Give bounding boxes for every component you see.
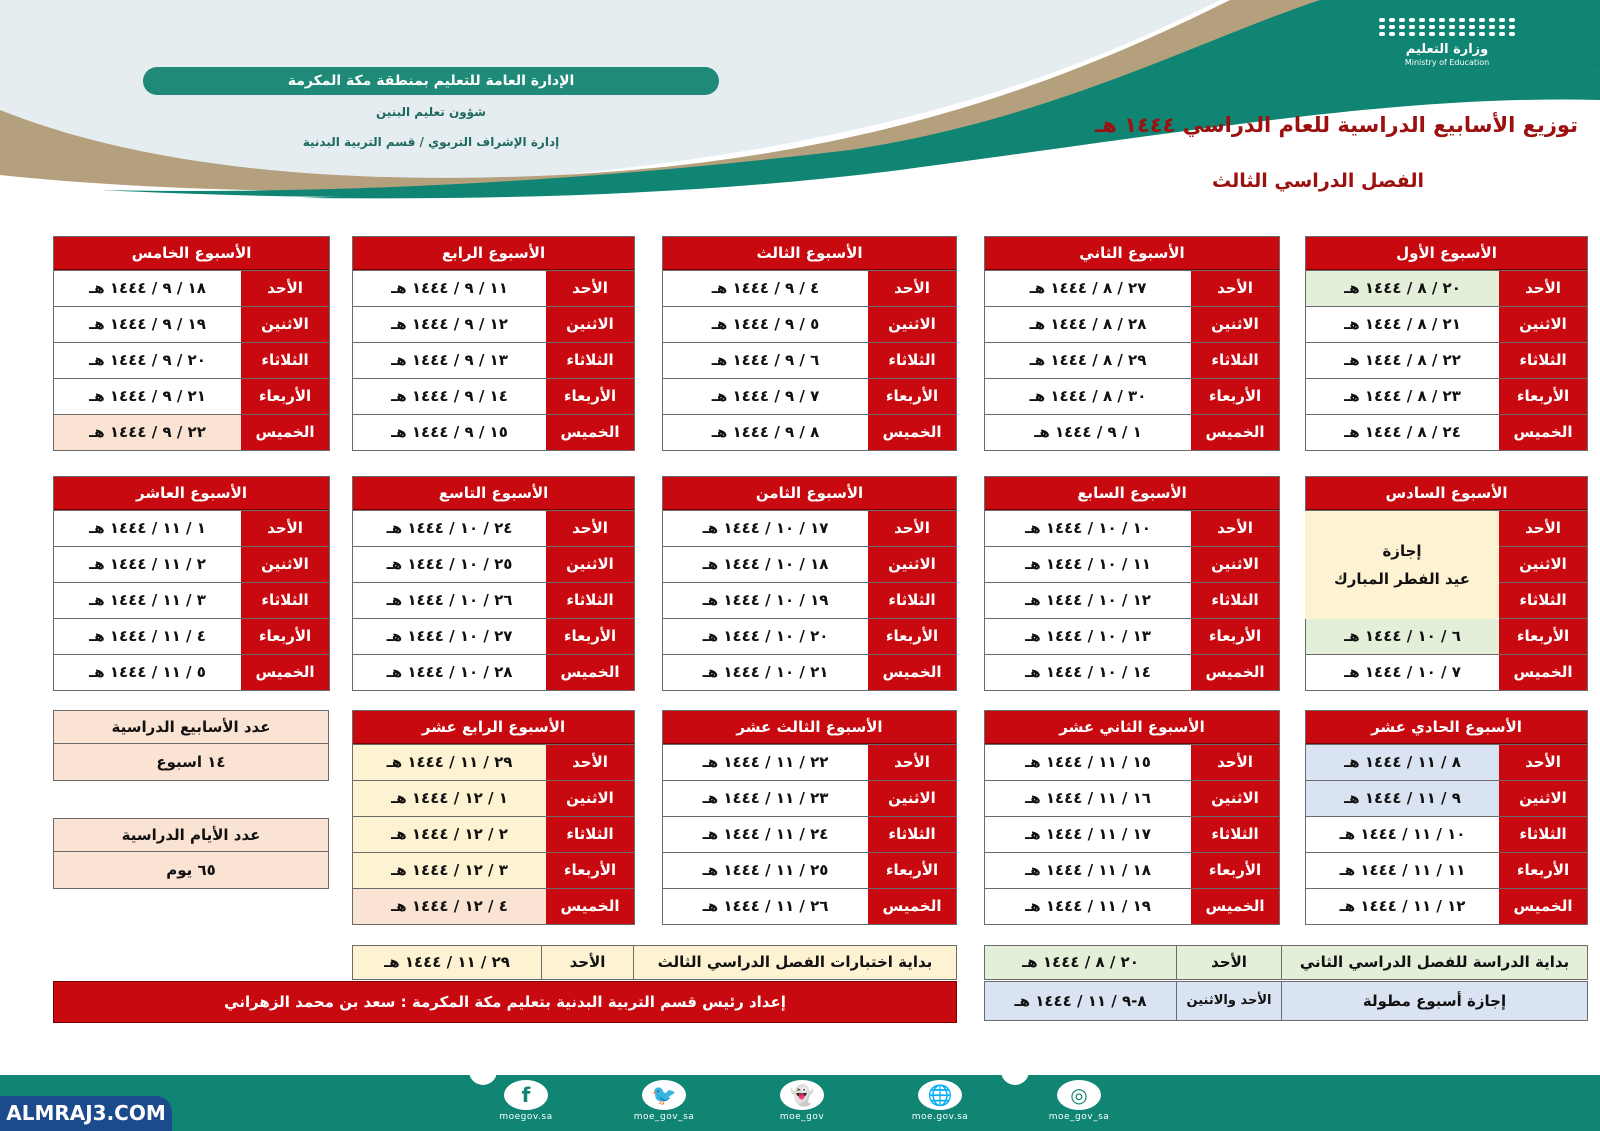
day-label: الخميس bbox=[868, 889, 956, 924]
day-label: الاثنين bbox=[1499, 781, 1587, 816]
date-cell: ١٣ / ١٠ / ١٤٤٤ هـ bbox=[1025, 627, 1151, 645]
week-title: الأسبوع الثاني عشر bbox=[985, 711, 1279, 744]
date-cell: ٧ / ١٠ / ١٤٤٤ هـ bbox=[1344, 663, 1461, 681]
date-cell: ٢٥ / ١٠ / ١٤٤٤ هـ bbox=[386, 555, 513, 573]
web-globe-icon: 🌐 bbox=[918, 1080, 962, 1110]
day-label: الاثنين bbox=[241, 547, 329, 582]
table-row bbox=[353, 306, 634, 342]
table-row bbox=[1306, 744, 1587, 780]
table-row bbox=[353, 414, 634, 450]
week-title: الأسبوع الثالث عشر bbox=[663, 711, 956, 744]
date-cell: ٩ / ١١ / ١٤٤٤ هـ bbox=[1306, 781, 1499, 816]
day-label: الأربعاء bbox=[868, 853, 956, 888]
date-cell: ٢٥ / ١١ / ١٤٤٤ هـ bbox=[702, 861, 829, 879]
day-label: الأربعاء bbox=[1499, 853, 1587, 888]
day-label: الثلاثاء bbox=[546, 817, 634, 852]
weeks-count-label: عدد الأسابيع الدراسية bbox=[54, 711, 328, 744]
date-cell: ١٧ / ١٠ / ١٤٤٤ هـ bbox=[702, 519, 829, 537]
day-label: الثلاثاء bbox=[1499, 343, 1587, 378]
date-cell: ٢٤ / ١٠ / ١٤٤٤ هـ bbox=[386, 519, 513, 537]
table-row bbox=[1306, 306, 1587, 342]
day-label: الثلاثاء bbox=[1191, 583, 1279, 618]
day-label: الأربعاء bbox=[1499, 379, 1587, 414]
week-title: الأسبوع الرابع bbox=[353, 237, 634, 270]
semester-start-day: الأحد bbox=[1177, 946, 1282, 979]
prepared-by-banner: إعداد رئيس قسم التربية البدنية بتعليم مكة المكرمة : سعد بن محمد الزهراني bbox=[53, 981, 957, 1023]
date-cell: ١٢ / ١٠ / ١٤٤٤ هـ bbox=[1025, 591, 1151, 609]
snapchat-icon: 👻 bbox=[780, 1080, 824, 1110]
date-cell: ٢٨ / ١٠ / ١٤٤٤ هـ bbox=[386, 663, 513, 681]
date-cell: ١٥ / ١١ / ١٤٤٤ هـ bbox=[1025, 753, 1151, 771]
week-table-9 bbox=[352, 476, 635, 691]
date-cell: ٢٩ / ٨ / ١٤٤٤ هـ bbox=[1029, 351, 1147, 369]
social-handle: moegov.sa bbox=[499, 1112, 553, 1122]
day-label: الأربعاء bbox=[546, 853, 634, 888]
week-title: الأسبوع الأول bbox=[1306, 237, 1587, 270]
table-row bbox=[353, 378, 634, 414]
days-count-box bbox=[53, 818, 329, 889]
day-label: الأحد bbox=[868, 271, 956, 306]
table-row bbox=[1306, 270, 1587, 306]
date-cell: ٣ / ١١ / ١٤٤٤ هـ bbox=[89, 591, 206, 609]
week-table-12 bbox=[984, 710, 1280, 925]
day-label: الثلاثاء bbox=[241, 343, 329, 378]
date-cell: ٢١ / ٩ / ١٤٤٤ هـ bbox=[89, 387, 206, 405]
date-cell: ٤ / ١١ / ١٤٤٤ هـ bbox=[89, 627, 206, 645]
table-row bbox=[1306, 888, 1587, 924]
social-instagram[interactable] bbox=[1034, 1080, 1124, 1122]
table-row bbox=[663, 816, 956, 852]
week-table-14 bbox=[352, 710, 635, 925]
week-table-10 bbox=[53, 476, 330, 691]
holiday-label: إجازة bbox=[1382, 542, 1422, 560]
week-title: الأسبوع الرابع عشر bbox=[353, 711, 634, 744]
eid-holiday-note bbox=[1305, 511, 1499, 619]
date-cell: ٢٧ / ١٠ / ١٤٤٤ هـ bbox=[386, 627, 513, 645]
table-row bbox=[985, 852, 1279, 888]
table-row bbox=[54, 582, 329, 618]
date-cell: ٢٧ / ٨ / ١٤٤٤ هـ bbox=[1029, 279, 1147, 297]
table-row bbox=[663, 888, 956, 924]
table-row bbox=[54, 654, 329, 690]
date-cell: ٢٤ / ١١ / ١٤٤٤ هـ bbox=[702, 825, 829, 843]
date-cell: ٢٢ / ٨ / ١٤٤٤ هـ bbox=[1344, 351, 1461, 369]
day-label: الاثنين bbox=[868, 781, 956, 816]
exams-start-date: ٢٩ / ١١ / ١٤٤٤ هـ bbox=[353, 946, 542, 979]
social-handle: moe_gov bbox=[779, 1112, 825, 1122]
social-handle: moe_gov_sa bbox=[1048, 1112, 1110, 1122]
logo-dots-icon bbox=[1372, 18, 1522, 36]
table-row bbox=[54, 270, 329, 306]
date-cell: ٢ / ١١ / ١٤٤٤ هـ bbox=[89, 555, 206, 573]
date-cell: ٢٤ / ٨ / ١٤٤٤ هـ bbox=[1344, 423, 1461, 441]
region-banner: الإدارة العامة للتعليم بمنطقة مكة المكرمة bbox=[143, 67, 719, 95]
date-cell: ١٦ / ١١ / ١٤٤٤ هـ bbox=[1025, 789, 1151, 807]
table-row bbox=[1306, 378, 1587, 414]
table-row bbox=[985, 342, 1279, 378]
date-cell: ٢١ / ٨ / ١٤٤٤ هـ bbox=[1344, 315, 1461, 333]
week-table-8 bbox=[662, 476, 957, 691]
days-count-label: عدد الأيام الدراسية bbox=[54, 819, 328, 852]
table-row bbox=[353, 342, 634, 378]
weeks-count-value: ١٤ اسبوع bbox=[156, 753, 226, 771]
day-label: الأربعاء bbox=[868, 619, 956, 654]
social-snapchat[interactable] bbox=[757, 1080, 847, 1122]
day-label: الثلاثاء bbox=[546, 583, 634, 618]
date-cell: ٣٠ / ٨ / ١٤٤٤ هـ bbox=[1029, 387, 1147, 405]
date-cell: ١٩ / ٩ / ١٤٤٤ هـ bbox=[89, 315, 206, 333]
affairs-subtitle: شؤون تعليم البنين bbox=[376, 105, 486, 119]
date-cell: ٢٢ / ١١ / ١٤٤٤ هـ bbox=[702, 753, 829, 771]
table-row bbox=[985, 618, 1279, 654]
date-cell: ٢٦ / ١٠ / ١٤٤٤ هـ bbox=[386, 591, 513, 609]
day-label: الأربعاء bbox=[1191, 379, 1279, 414]
table-row bbox=[54, 306, 329, 342]
table-row bbox=[1306, 342, 1587, 378]
day-label: الاثنين bbox=[1191, 307, 1279, 342]
days-count-value: ٦٥ يوم bbox=[166, 861, 216, 879]
table-row bbox=[353, 270, 634, 306]
exams-start-day: الأحد bbox=[542, 946, 634, 979]
date-cell: ٤ / ٩ / ١٤٤٤ هـ bbox=[711, 279, 820, 297]
table-row bbox=[985, 780, 1279, 816]
date-cell: ٢٩ / ١١ / ١٤٤٤ هـ bbox=[353, 745, 546, 780]
table-row bbox=[663, 342, 956, 378]
day-label: الأربعاء bbox=[241, 379, 329, 414]
social-website[interactable] bbox=[895, 1080, 985, 1122]
date-cell: ١٨ / ١١ / ١٤٤٤ هـ bbox=[1025, 861, 1151, 879]
date-cell: ٦ / ٩ / ١٤٤٤ هـ bbox=[711, 351, 820, 369]
day-label: الأحد bbox=[1191, 271, 1279, 306]
day-label: الأحد bbox=[1499, 745, 1587, 780]
day-label: الخميس bbox=[1191, 655, 1279, 690]
social-handle: moe_gov_sa bbox=[633, 1112, 695, 1122]
footer-notch-right bbox=[1001, 1065, 1029, 1085]
date-cell: ١ / ٩ / ١٤٤٤ هـ bbox=[1034, 423, 1142, 441]
table-row bbox=[985, 546, 1279, 582]
social-twitter[interactable] bbox=[619, 1080, 709, 1122]
table-row bbox=[985, 816, 1279, 852]
day-label: الأحد bbox=[868, 511, 956, 546]
week-title: الأسبوع الخامس bbox=[54, 237, 329, 270]
day-label: الثلاثاء bbox=[868, 817, 956, 852]
day-label: الأحد bbox=[1191, 745, 1279, 780]
day-label: الثلاثاء bbox=[546, 343, 634, 378]
week-title: الأسبوع الثالث bbox=[663, 237, 956, 270]
semester-start-date: ٢٠ / ٨ / ١٤٤٤ هـ bbox=[985, 946, 1177, 979]
social-handle: moe.gov.sa bbox=[911, 1112, 969, 1122]
date-cell: ٢١ / ١٠ / ١٤٤٤ هـ bbox=[702, 663, 829, 681]
table-row bbox=[663, 852, 956, 888]
day-label: الخميس bbox=[546, 655, 634, 690]
semester-start-label: بداية الدراسة للفصل الدراسي الثاني bbox=[1299, 953, 1570, 971]
date-cell: ٤ / ١٢ / ١٤٤٤ هـ bbox=[353, 889, 546, 924]
week-table-3 bbox=[662, 236, 957, 451]
ministry-logo bbox=[1372, 18, 1522, 68]
day-label: الاثنين bbox=[546, 547, 634, 582]
table-row bbox=[985, 582, 1279, 618]
day-label: الخميس bbox=[546, 889, 634, 924]
day-label: الاثنين bbox=[1499, 546, 1587, 582]
day-label: الاثنين bbox=[1191, 547, 1279, 582]
day-label: الأحد bbox=[868, 745, 956, 780]
table-row bbox=[985, 270, 1279, 306]
day-label: الثلاثاء bbox=[1499, 817, 1587, 852]
long-weekend-date: ٨-٩ / ١١ / ١٤٤٤ هـ bbox=[985, 982, 1177, 1020]
table-row bbox=[663, 414, 956, 450]
semester-title: الفصل الدراسي الثالث bbox=[1212, 170, 1424, 192]
day-label: الثلاثاء bbox=[1191, 343, 1279, 378]
long-weekend-label: إجازة أسبوع مطولة bbox=[1362, 992, 1507, 1010]
date-cell: ١٠ / ١٠ / ١٤٤٤ هـ bbox=[1025, 519, 1151, 537]
table-row bbox=[985, 414, 1279, 450]
day-label: الاثنين bbox=[241, 307, 329, 342]
day-label: الأحد bbox=[1499, 511, 1587, 546]
week-title: الأسبوع السابع bbox=[985, 477, 1279, 510]
table-row bbox=[353, 654, 634, 690]
day-label: الثلاثاء bbox=[868, 343, 956, 378]
day-label: الاثنين bbox=[546, 307, 634, 342]
table-row bbox=[54, 510, 329, 546]
date-cell: ٢٨ / ٨ / ١٤٤٤ هـ bbox=[1029, 315, 1147, 333]
day-label: الأحد bbox=[1191, 511, 1279, 546]
table-row bbox=[985, 888, 1279, 924]
date-cell: ٣ / ١٢ / ١٤٤٤ هـ bbox=[353, 853, 546, 888]
week-table-4 bbox=[352, 236, 635, 451]
exams-start-row bbox=[352, 945, 957, 980]
day-label: الأربعاء bbox=[241, 619, 329, 654]
day-label: الخميس bbox=[1191, 889, 1279, 924]
week-title: الأسبوع السادس bbox=[1306, 477, 1587, 510]
table-row bbox=[54, 546, 329, 582]
table-row bbox=[985, 744, 1279, 780]
table-row bbox=[663, 744, 956, 780]
table-row bbox=[353, 852, 634, 888]
date-cell: ٨ / ٩ / ١٤٤٤ هـ bbox=[711, 423, 820, 441]
day-label: الأربعاء bbox=[1191, 619, 1279, 654]
week-title: الأسبوع الحادي عشر bbox=[1306, 711, 1587, 744]
table-row bbox=[353, 582, 634, 618]
day-label: الأحد bbox=[241, 511, 329, 546]
ministry-name-ar: وزارة التعليم bbox=[1405, 42, 1489, 57]
date-cell: ٥ / ٩ / ١٤٤٤ هـ bbox=[711, 315, 820, 333]
department-subtitle: إدارة الإشراف التربوي / قسم التربية البدنية bbox=[302, 135, 560, 149]
day-label: الخميس bbox=[241, 655, 329, 690]
day-label: الخميس bbox=[868, 415, 956, 450]
date-cell: ١٨ / ٩ / ١٤٤٤ هـ bbox=[89, 279, 206, 297]
day-label: الاثنين bbox=[1191, 781, 1279, 816]
table-row bbox=[663, 780, 956, 816]
date-cell: ٢٠ / ١٠ / ١٤٤٤ هـ bbox=[702, 627, 829, 645]
week-table-5 bbox=[53, 236, 330, 451]
date-cell: ٢٣ / ٨ / ١٤٤٤ هـ bbox=[1344, 387, 1461, 405]
table-row bbox=[353, 546, 634, 582]
table-row bbox=[54, 618, 329, 654]
day-label: الخميس bbox=[241, 415, 329, 450]
date-cell: ١٤ / ٩ / ١٤٤٤ هـ bbox=[391, 387, 508, 405]
day-label: الخميس bbox=[546, 415, 634, 450]
day-label: الاثنين bbox=[546, 781, 634, 816]
week-title: الأسبوع الثامن bbox=[663, 477, 956, 510]
day-label: الأربعاء bbox=[1191, 853, 1279, 888]
table-row bbox=[1306, 654, 1587, 690]
ministry-name-en: Ministry of Education bbox=[1404, 58, 1490, 67]
table-row bbox=[353, 780, 634, 816]
table-row bbox=[1306, 618, 1587, 654]
table-row bbox=[663, 270, 956, 306]
date-cell: ٢ / ١٢ / ١٤٤٤ هـ bbox=[353, 817, 546, 852]
date-cell: ٧ / ٩ / ١٤٤٤ هـ bbox=[711, 387, 820, 405]
date-cell: ١٤ / ١٠ / ١٤٤٤ هـ bbox=[1025, 663, 1151, 681]
week-table-13 bbox=[662, 710, 957, 925]
day-label: الاثنين bbox=[868, 547, 956, 582]
table-row bbox=[985, 654, 1279, 690]
table-row bbox=[985, 510, 1279, 546]
date-cell: ١٢ / ٩ / ١٤٤٤ هـ bbox=[391, 315, 508, 333]
week-title: الأسبوع العاشر bbox=[54, 477, 329, 510]
day-label: الثلاثاء bbox=[1499, 582, 1587, 618]
table-row bbox=[985, 306, 1279, 342]
date-cell: ١١ / ٩ / ١٤٤٤ هـ bbox=[391, 279, 508, 297]
date-cell: ٢٠ / ٩ / ١٤٤٤ هـ bbox=[89, 351, 206, 369]
table-row bbox=[1306, 780, 1587, 816]
day-label: الأربعاء bbox=[546, 619, 634, 654]
date-cell: ١٥ / ٩ / ١٤٤٤ هـ bbox=[391, 423, 508, 441]
date-cell: ١٣ / ٩ / ١٤٤٤ هـ bbox=[391, 351, 508, 369]
facebook-icon: f bbox=[504, 1080, 548, 1110]
table-row bbox=[663, 654, 956, 690]
date-cell: ١٩ / ١٠ / ١٤٤٤ هـ bbox=[702, 591, 829, 609]
week-table-6 bbox=[1305, 476, 1588, 691]
site-watermark: ALMRAJ3.COM bbox=[0, 1096, 172, 1131]
long-weekend-row bbox=[984, 981, 1588, 1021]
day-label: الاثنين bbox=[868, 307, 956, 342]
week-table-7 bbox=[984, 476, 1280, 691]
day-label: الخميس bbox=[868, 655, 956, 690]
day-label: الخميس bbox=[1499, 415, 1587, 450]
day-label: الأربعاء bbox=[546, 379, 634, 414]
table-row bbox=[353, 618, 634, 654]
date-cell: ١١ / ١٠ / ١٤٤٤ هـ bbox=[1025, 555, 1151, 573]
table-row bbox=[663, 378, 956, 414]
table-row bbox=[353, 744, 634, 780]
day-label: الأحد bbox=[546, 745, 634, 780]
table-row bbox=[54, 378, 329, 414]
day-label: الأحد bbox=[546, 271, 634, 306]
week-table-11 bbox=[1305, 710, 1588, 925]
day-label: الخميس bbox=[1499, 889, 1587, 924]
week-table-1 bbox=[1305, 236, 1588, 451]
table-row bbox=[663, 546, 956, 582]
date-cell: ٢٣ / ١١ / ١٤٤٤ هـ bbox=[702, 789, 829, 807]
day-label: الأحد bbox=[1499, 271, 1587, 306]
date-cell: ٦ / ١٠ / ١٤٤٤ هـ bbox=[1306, 619, 1499, 654]
page-title: توزيع الأسابيع الدراسية للعام الدراسي ١٤٤٤ هـ bbox=[1095, 113, 1578, 137]
day-label: الأربعاء bbox=[868, 379, 956, 414]
table-row bbox=[54, 342, 329, 378]
table-row bbox=[663, 510, 956, 546]
date-cell: ١٠ / ١١ / ١٤٤٤ هـ bbox=[1339, 825, 1466, 843]
semester-start-row bbox=[984, 945, 1588, 980]
table-row bbox=[1306, 852, 1587, 888]
table-row bbox=[353, 816, 634, 852]
date-cell: ١٧ / ١١ / ١٤٤٤ هـ bbox=[1025, 825, 1151, 843]
exams-start-label: بداية اختبارات الفصل الدراسي الثالث bbox=[657, 953, 933, 971]
date-cell: ١٨ / ١٠ / ١٤٤٤ هـ bbox=[702, 555, 829, 573]
day-label: الثلاثاء bbox=[1191, 817, 1279, 852]
day-label: الخميس bbox=[1191, 415, 1279, 450]
date-cell: ١ / ١٢ / ١٤٤٤ هـ bbox=[353, 781, 546, 816]
week-title: الأسبوع الثاني bbox=[985, 237, 1279, 270]
holiday-name: عيد الفطر المبارك bbox=[1334, 570, 1470, 588]
week-table-2 bbox=[984, 236, 1280, 451]
table-row bbox=[353, 510, 634, 546]
day-label: الثلاثاء bbox=[241, 583, 329, 618]
date-cell: ٥ / ١١ / ١٤٤٤ هـ bbox=[89, 663, 206, 681]
date-cell: ٢٦ / ١١ / ١٤٤٤ هـ bbox=[702, 897, 829, 915]
table-row bbox=[353, 888, 634, 924]
date-cell: ١٩ / ١١ / ١٤٤٤ هـ bbox=[1025, 897, 1151, 915]
date-cell: ٨ / ١١ / ١٤٤٤ هـ bbox=[1306, 745, 1499, 780]
date-cell: ٢٢ / ٩ / ١٤٤٤ هـ bbox=[54, 415, 241, 450]
instagram-icon: ◎ bbox=[1057, 1080, 1101, 1110]
table-row bbox=[663, 306, 956, 342]
day-label: الأحد bbox=[546, 511, 634, 546]
day-label: الأحد bbox=[241, 271, 329, 306]
day-label: الثلاثاء bbox=[868, 583, 956, 618]
day-label: الأربعاء bbox=[1499, 619, 1587, 654]
date-cell: ١١ / ١١ / ١٤٤٤ هـ bbox=[1339, 861, 1466, 879]
day-label: الخميس bbox=[1499, 655, 1587, 690]
table-row bbox=[54, 414, 329, 450]
date-cell: ١٢ / ١١ / ١٤٤٤ هـ bbox=[1339, 897, 1466, 915]
long-weekend-days: الأحد والاثنين bbox=[1177, 982, 1282, 1020]
date-cell: ١ / ١١ / ١٤٤٤ هـ bbox=[89, 519, 206, 537]
table-row bbox=[663, 582, 956, 618]
day-label: الاثنين bbox=[1499, 307, 1587, 342]
social-facebook[interactable] bbox=[481, 1080, 571, 1122]
table-row bbox=[1306, 816, 1587, 852]
table-row bbox=[1306, 414, 1587, 450]
date-cell: ٢٠ / ٨ / ١٤٤٤ هـ bbox=[1306, 271, 1499, 306]
footer-bar bbox=[0, 1075, 1600, 1131]
week-title: الأسبوع التاسع bbox=[353, 477, 634, 510]
twitter-icon: 🐦 bbox=[642, 1080, 686, 1110]
table-row bbox=[985, 378, 1279, 414]
weeks-count-box bbox=[53, 710, 329, 781]
table-row bbox=[663, 618, 956, 654]
